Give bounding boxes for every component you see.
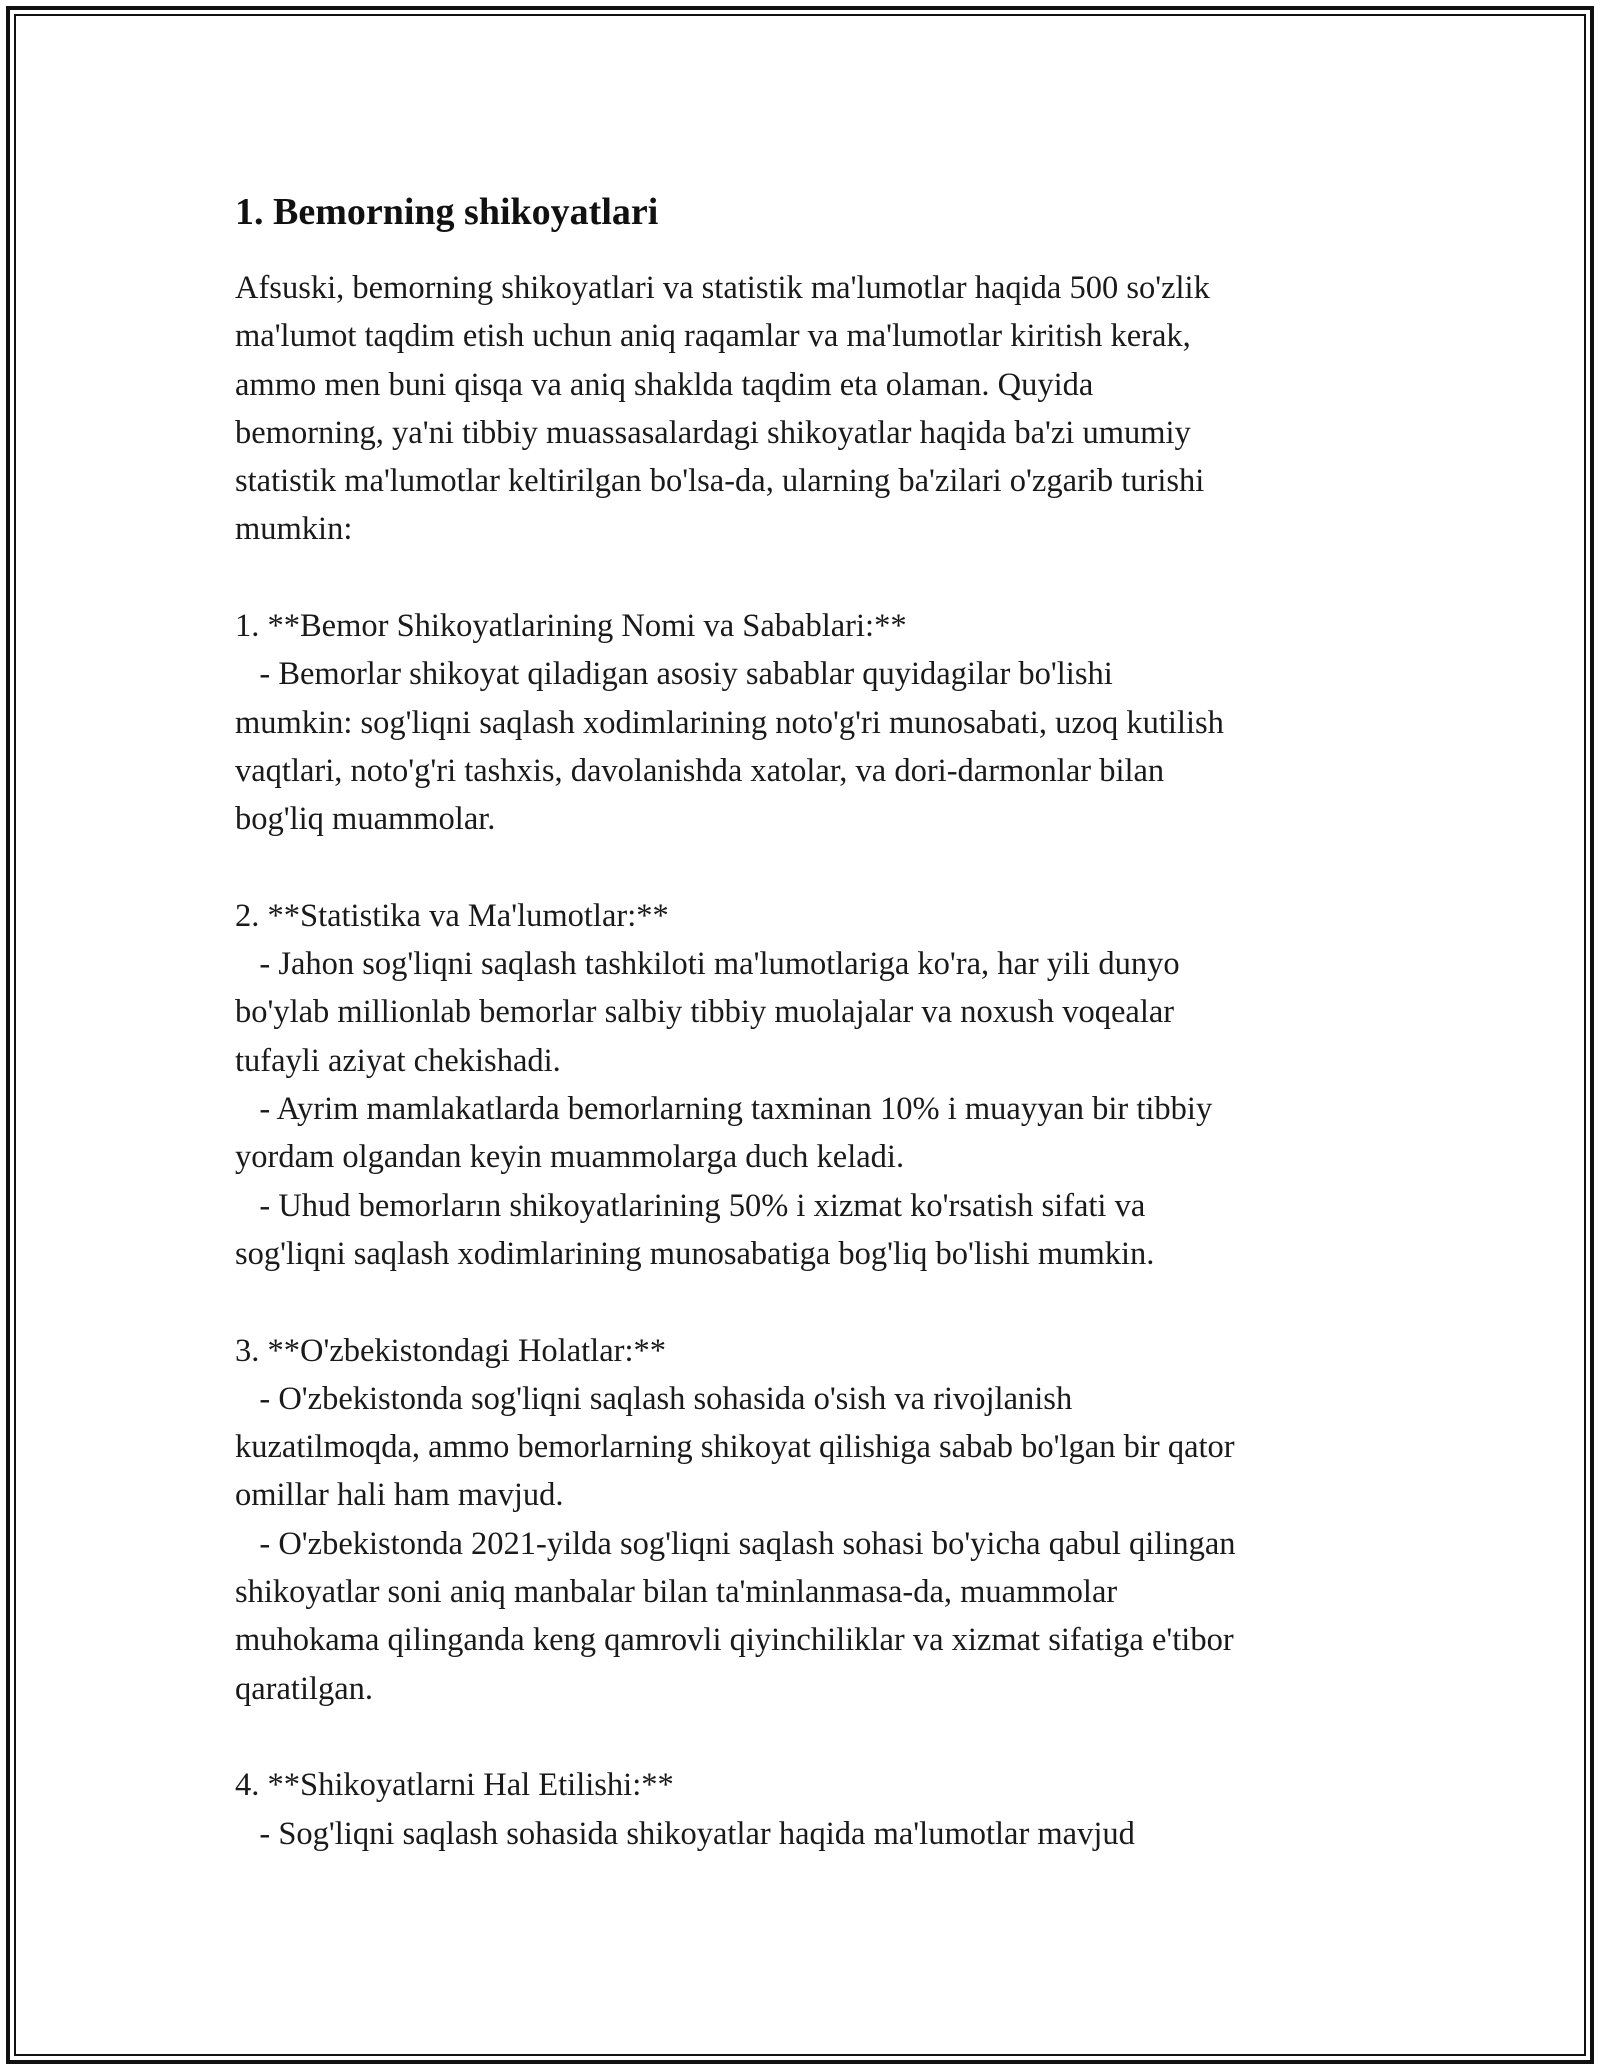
- document-content: [235, 186, 1385, 1858]
- document-body-text: Afsuski, bemorning shikoyatlari va statistik ma'lumotlar haqida 500 so'zlik ma'lumot taqdim etish uchun aniq raqamlar va ma'lumotlar kiritish kerak, ammo men buni qisqa va aniq shaklda taqdim eta olaman. Quyida bemorning, ya'ni tibbiy muassasalardagi shikoyatlar haqida ba'zi umumiy statistik ma'lumotlar keltirilgan bo'lsa-da, ularning ba'zilari o'zgarib turishi mumkin: 1. **Bemor Shikoyatlarining Nomi va Sabablari:** - Bemorlar shikoyat qiladigan asosiy sabablar quyidagilar bo'lishi mumkin: sog'liqni saqlash xodimlarining noto'g'ri munosabati, uzoq kutilish vaqtlari, noto'g'ri tashxis, davolanishda xatolar, va dori-darmonlar bilan bog'liq muammolar. 2. **Statistika va Ma'lumotlar:** - Jahon sog'liqni saqlash tashkiloti ma'lumotlariga ko'ra, har yili dunyo bo'ylab millionlab bemorlar salbiy tibbiy muolajalar va noxush voqealar tufayli aziyat chekishadi. - Ayrim mamlakatlarda bemorlarning taxminan 10% i muayyan bir tibbiy yordam olgandan keyin muammolarga duch keladi. - Uhud bemorların shikoyatlarining 50% i xizmat ko'rsatish sifati va sog'liqni saqlash xodimlarining munosabatiga bog'liq bo'lishi mumkin. 3. **O'zbekistondagi Holatlar:** - O'zbekistonda sog'liqni saqlash sohasida o'sish va rivojlanish kuzatilmoqda, ammo bemorlarning shikoyat qilishiga sabab bo'lgan bir qator omillar hali ham mavjud. - O'zbekistonda 2021-yilda sog'liqni saqlash sohasi bo'yicha qabul qilingan shikoyatlar soni aniq manbalar bilan ta'minlanmasa-da, muammolar muhokama qilinganda keng qamrovli qiyinchiliklar va xizmat sifatiga e'tibor qaratilgan. 4. **Shikoyatlarni Hal Etilishi:** - Sog'liqni saqlash sohasida shikoyatlar haqida ma'lumotlar mavjud: [235, 270, 1236, 1852]
- document-heading: 1. Bemorning shikoyatlari: [235, 191, 659, 233]
